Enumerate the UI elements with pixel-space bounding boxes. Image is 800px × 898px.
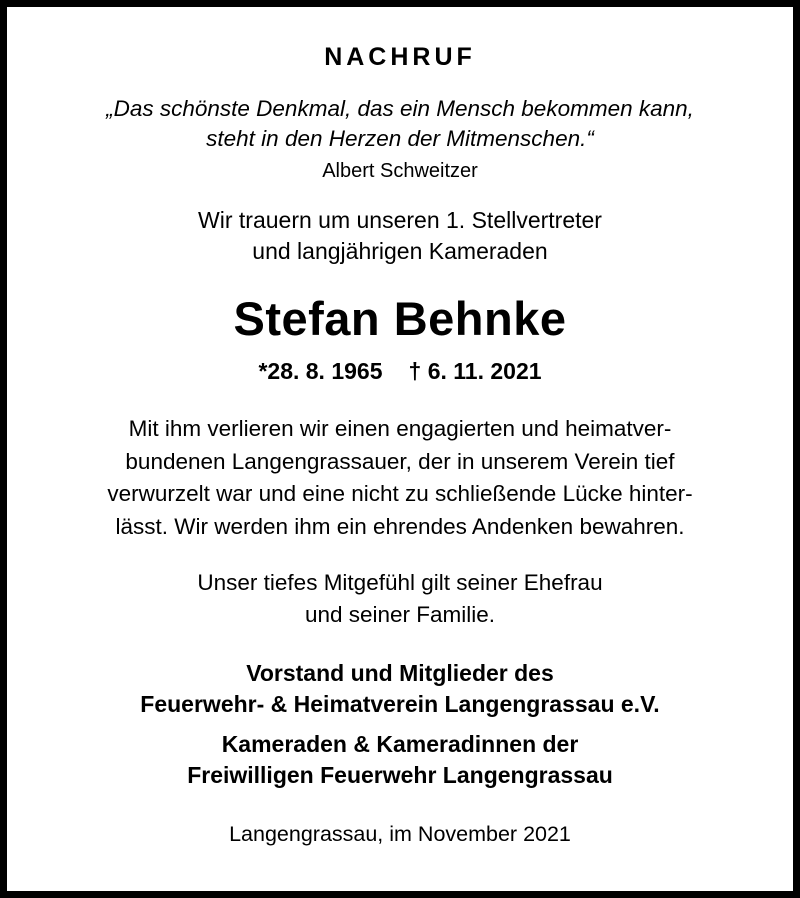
body-line-4: lässt. Wir werden ihm ein ehrendes Andenken bewahren. [115,513,685,539]
quote-line-2: steht in den Herzen der Mitmenschen.“ [206,125,594,151]
intro-line-1: Wir trauern um unseren 1. Stellvertreter [198,206,602,233]
signature-line-4: Freiwilligen Feuerwehr Langengrassau [187,761,613,788]
sympathy-text [197,567,602,630]
sympathy-line-1: Unser tiefes Mitgefühl gilt seiner Ehefrau [197,570,603,596]
body-line-3: verwurzelt war und eine nicht zu schließende Lücke hinter- [107,481,693,507]
death-date: † 6. 11. 2021 [408,357,542,384]
obituary-body [55,413,745,544]
signature-group-1 [140,658,659,719]
birth-date: *28. 8. 1965 [258,357,383,384]
signature-line-3: Kameraden & Kameradinnen der [221,731,579,758]
deceased-name: Stefan Behnke [233,291,567,345]
body-line-1: Mit ihm verlieren wir einen engagierten und heimatver- [128,415,672,441]
intro-text [198,205,602,267]
quote-text [106,94,694,154]
quote-author: Albert Schweitzer [322,159,478,182]
place-and-date: Langengrassau, im November 2021 [229,821,571,846]
signature-group-2 [140,729,659,790]
signature-line-2: Feuerwehr- & Heimatverein Langengrassau e.V. [140,690,660,717]
sympathy-line-2: und seiner Familie. [304,601,496,627]
life-dates [258,358,541,385]
body-line-2: bundenen Langengrassauer, der in unserem Verein tief [125,448,675,474]
intro-line-2: und langjährigen Kameraden [252,237,548,264]
quote-line-1: „Das schönste Denkmal, das ein Mensch bekommen kann, [106,96,694,121]
signature-section [140,658,659,799]
page-title: NACHRUF [324,43,476,71]
signature-line-1: Vorstand und Mitglieder des [246,660,554,687]
